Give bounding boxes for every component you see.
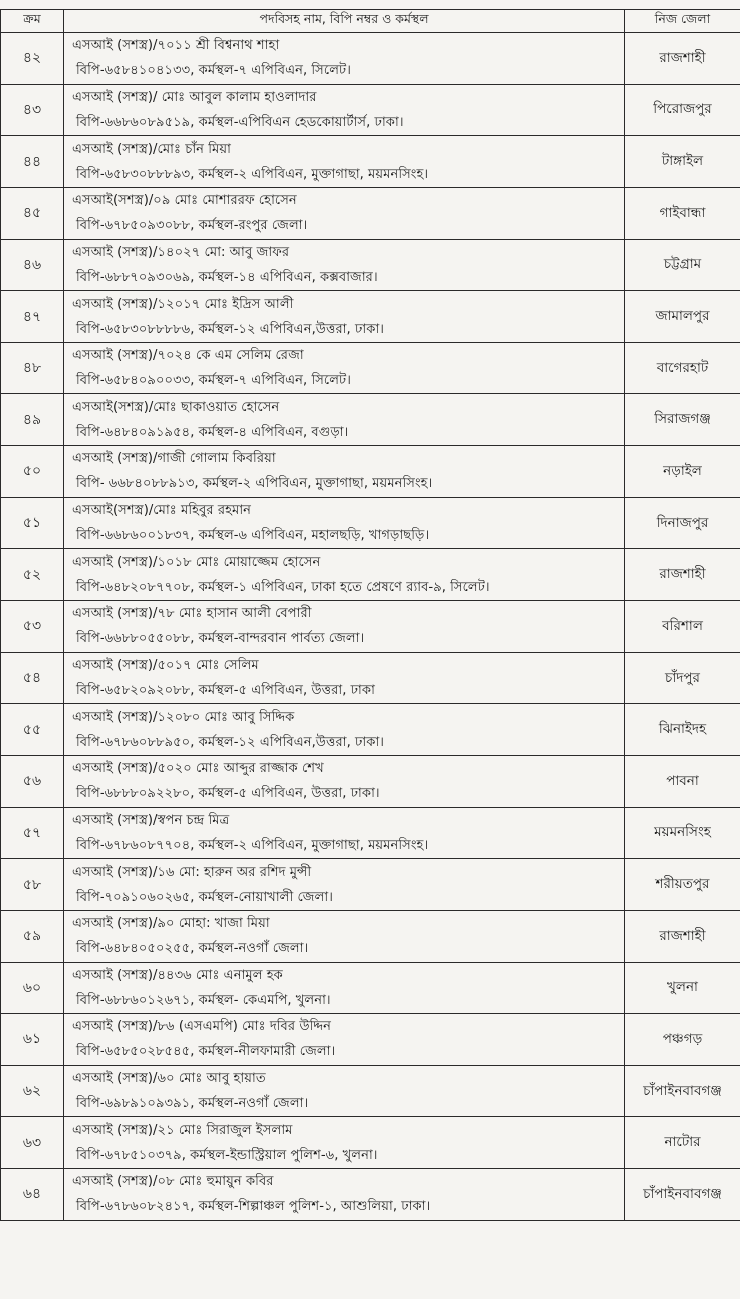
- table-row: [1, 291, 740, 343]
- bp-workplace-line: বিপি-৬৫৮৪০৯০০৩৩, কর্মস্থল-৭ এপিবিএন, সিলেট।: [76, 373, 351, 389]
- district-cell: পঞ্চগড়: [625, 1014, 740, 1066]
- description-cell: [64, 1065, 625, 1117]
- table-row: [1, 136, 740, 188]
- district-cell: রাজশাহী: [625, 33, 740, 85]
- serial-cell: ৬৩: [1, 1117, 64, 1169]
- description-cell: [64, 33, 625, 85]
- table-row: [1, 755, 740, 807]
- serial-cell: ৪৬: [1, 239, 64, 291]
- district-cell: গাইবান্ধা: [625, 187, 740, 239]
- serial-cell: ৪৭: [1, 291, 64, 343]
- district-cell: চাঁদপুর: [625, 652, 740, 704]
- bp-workplace-line: বিপি-৬৪৮২০৮৭৭০৮, কর্মস্থল-১ এপিবিএন, ঢাকা হতে প্রেষণে র‌্যাব-৯, সিলেট।: [76, 579, 490, 595]
- serial-cell: ৫৭: [1, 807, 64, 859]
- district-cell: চট্টগ্রাম: [625, 239, 740, 291]
- district-cell: নাটোর: [625, 1117, 740, 1169]
- district-cell: সিরাজগঞ্জ: [625, 394, 740, 446]
- district-cell: বরিশাল: [625, 601, 740, 653]
- district-cell: শরীয়তপুর: [625, 859, 740, 911]
- rank-name-line: এসআই (সশস্ত্র)/০৮ মোঃ হুমায়ুন কবির: [72, 1174, 274, 1190]
- bp-workplace-line: বিপি-৬৭৮৬০৮৮৯৫০, কর্মস্থল-১২ এপিবিএন,উত্তরা, ঢাকা।: [76, 734, 385, 750]
- description-cell: [64, 394, 625, 446]
- serial-cell: ৫৩: [1, 601, 64, 653]
- district-cell: নড়াইল: [625, 446, 740, 498]
- bp-workplace-line: বিপি-৬৮৮৭০৯৩০৬৯, কর্মস্থল-১৪ এপিবিএন, কক্সবাজার।: [76, 269, 378, 285]
- table-row: [1, 84, 740, 136]
- table-row: [1, 704, 740, 756]
- bp-workplace-line: বিপি-৬৬৮৮০৫৫০৮৮, কর্মস্থল-বান্দরবান পার্বত্য জেলা।: [76, 631, 365, 647]
- rank-name-line: এসআই(সশস্ত্র)/মোঃ মহিবুর রহমান: [72, 503, 252, 519]
- rank-name-line: এসআই(সশস্ত্র)/০৯ মোঃ মোশাররফ হোসেন: [72, 193, 297, 209]
- rank-name-line: এসআই (সশস্ত্র)/৫০২০ মোঃ আব্দুর রাজ্জাক শেখ: [72, 761, 324, 777]
- rank-name-line: এসআই (সশস্ত্র)/৭০২৪ কে এম সেলিম রেজা: [72, 348, 304, 364]
- bp-workplace-line: বিপি-৬৮৮৮০৯২২৮০, কর্মস্থল-৫ এপিবিএন, উত্তরা, ঢাকা।: [76, 786, 380, 802]
- serial-cell: ৪৪: [1, 136, 64, 188]
- rank-name-line: এসআই (সশস্ত্র)/১০১৮ মোঃ মোয়াজ্জেম হোসেন: [72, 554, 321, 570]
- rank-name-line: এসআই (সশস্ত্র)/মোঃ চাঁন মিয়া: [72, 141, 231, 157]
- table-row: [1, 187, 740, 239]
- description-cell: [64, 807, 625, 859]
- bp-workplace-line: বিপি-৬৯৮৯১০৯৩৯১, কর্মস্থল-নওগাঁ জেলা।: [76, 1096, 309, 1112]
- table-row: [1, 962, 740, 1014]
- bp-workplace-line: বিপি-৬৪৮৪০৫০২৫৫, কর্মস্থল-নওগাঁ জেলা।: [76, 941, 309, 957]
- district-cell: পিরোজপুর: [625, 84, 740, 136]
- rank-name-line: এসআই (সশস্ত্র)/১২০১৭ মোঃ ইদ্রিস আলী: [72, 296, 294, 312]
- serial-cell: ৬৪: [1, 1169, 64, 1221]
- table-row: [1, 910, 740, 962]
- rank-name-line: এসআই (সশস্ত্র)/গাজী গোলাম কিবরিয়া: [72, 451, 276, 467]
- serial-cell: ৫৬: [1, 755, 64, 807]
- serial-cell: ৫৪: [1, 652, 64, 704]
- serial-cell: ৫০: [1, 446, 64, 498]
- table-row: [1, 601, 740, 653]
- description-cell: [64, 84, 625, 136]
- serial-cell: ৪২: [1, 33, 64, 85]
- description-cell: [64, 342, 625, 394]
- description-cell: [64, 704, 625, 756]
- bp-workplace-line: বিপি-৬৮৮৬০১২৬৭১, কর্মস্থল- কেএমপি, খুলনা।: [76, 992, 331, 1008]
- description-cell: [64, 497, 625, 549]
- rank-name-line: এসআই (সশস্ত্র)/১৪০২৭ মো: আবু জাফর: [72, 244, 290, 260]
- table-row: [1, 1169, 740, 1221]
- serial-cell: ৪৫: [1, 187, 64, 239]
- bp-workplace-line: বিপি-৬৫৮৪১০৪১৩৩, কর্মস্থল-৭ এপিবিএন, সিলেট।: [76, 63, 351, 79]
- bp-workplace-line: বিপি-৬৫৮৩০৮৮৮৯৩, কর্মস্থল-২ এপিবিএন, মুক্তাগাছা, ময়মনসিংহ।: [76, 166, 429, 182]
- serial-cell: ৪৩: [1, 84, 64, 136]
- description-cell: [64, 962, 625, 1014]
- bp-workplace-line: বিপি-৬৭৮৫১০৩৭৯, কর্মস্থল-ইন্ডাস্ট্রিয়াল পুলিশ-৬, খুলনা।: [76, 1147, 378, 1163]
- serial-cell: ৪৯: [1, 394, 64, 446]
- district-cell: রাজশাহী: [625, 549, 740, 601]
- description-cell: [64, 652, 625, 704]
- bp-workplace-line: বিপি-৭০৯১০৬০২৬৫, কর্মস্থল-নোয়াখালী জেলা।: [76, 889, 333, 905]
- rank-name-line: এসআই (সশস্ত্র)/৭৮ মোঃ হাসান আলী বেপারী: [72, 606, 312, 622]
- description-cell: [64, 446, 625, 498]
- table-row: [1, 807, 740, 859]
- district-cell: চাঁপাইনবাবগঞ্জ: [625, 1065, 740, 1117]
- district-cell: পাবনা: [625, 755, 740, 807]
- description-cell: [64, 1014, 625, 1066]
- table-row: [1, 394, 740, 446]
- rank-name-line: এসআই (সশস্ত্র)/৯০ মোহা: খাজা মিয়া: [72, 916, 270, 932]
- serial-cell: ৫৫: [1, 704, 64, 756]
- bp-workplace-line: বিপি-৬৬৮৬০৮৯৫১৯, কর্মস্থল-এপিবিএন হেডকোয়ার্টার্স, ঢাকা।: [76, 114, 404, 130]
- serial-cell: ৪৮: [1, 342, 64, 394]
- table-header: [1, 10, 740, 33]
- header-description: পদবিসহ নাম, বিপি নম্বর ও কর্মস্থল: [64, 10, 625, 33]
- description-cell: [64, 187, 625, 239]
- bp-workplace-line: বিপি-৬৫৮৩০৮৮৮৮৬, কর্মস্থল-১২ এপিবিএন,উত্তরা, ঢাকা।: [76, 321, 384, 337]
- table-body: [1, 33, 740, 1221]
- bp-workplace-line: বিপি-৬৬৮৬০০১৮৩৭, কর্মস্থল-৬ এপিবিএন, মহালছড়ি, খাগড়াছড়ি।: [76, 528, 430, 544]
- rank-name-line: এসআই (সশস্ত্র)/স্বপন চন্দ্র মিত্র: [72, 812, 230, 828]
- bp-workplace-line: বিপি-৬৭৮৬০৮৭৭০৪, কর্মস্থল-২ এপিবিএন, মুক্তাগাছা, ময়মনসিংহ।: [76, 837, 429, 853]
- table-row: [1, 1117, 740, 1169]
- bp-workplace-line: বিপি-৬৫৮৫০২৮৫৪৫, কর্মস্থল-নীলফামারী জেলা।: [76, 1044, 336, 1060]
- bp-workplace-line: বিপি-৬৫৮২০৯২০৮৮, কর্মস্থল-৫ এপিবিএন, উত্তরা, ঢাকা: [76, 683, 375, 698]
- rank-name-line: এসআই(সশস্ত্র)/মোঃ ছাকাওয়াত হোসেন: [72, 399, 280, 415]
- serial-cell: ৫২: [1, 549, 64, 601]
- description-cell: [64, 136, 625, 188]
- table-row: [1, 342, 740, 394]
- description-cell: [64, 549, 625, 601]
- table-row: [1, 1014, 740, 1066]
- description-cell: [64, 1169, 625, 1221]
- district-cell: টাঙ্গাইল: [625, 136, 740, 188]
- table-row: [1, 497, 740, 549]
- rank-name-line: এসআই (সশস্ত্র)/৬০ মোঃ আবু হায়াত: [72, 1071, 266, 1087]
- serial-cell: ৬১: [1, 1014, 64, 1066]
- serial-cell: ৬২: [1, 1065, 64, 1117]
- description-cell: [64, 1117, 625, 1169]
- description-cell: [64, 239, 625, 291]
- description-cell: [64, 910, 625, 962]
- rank-name-line: এসআই (সশস্ত্র)/৭০১১ শ্রী বিশ্বনাথ শাহা: [72, 38, 280, 54]
- district-cell: বাগেরহাট: [625, 342, 740, 394]
- description-cell: [64, 291, 625, 343]
- rank-name-line: এসআই (সশস্ত্র)/৮৬ (এসএমপি) মোঃ দবির উদ্দিন: [72, 1019, 332, 1035]
- header-row: [1, 10, 740, 33]
- rank-name-line: এসআই (সশস্ত্র)/৪৪৩৬ মোঃ এনামুল হক: [72, 967, 283, 983]
- table-row: [1, 1065, 740, 1117]
- serial-cell: ৫৮: [1, 859, 64, 911]
- rank-name-line: এসআই (সশস্ত্র)/৫০১৭ মোঃ সেলিম: [72, 658, 259, 673]
- district-cell: ময়মনসিংহ: [625, 807, 740, 859]
- district-cell: ঝিনাইদহ: [625, 704, 740, 756]
- bp-workplace-line: বিপি-৬৭৮৬০৮২৪১৭, কর্মস্থল-শিল্পাঞ্চল পুলিশ-১, আশুলিয়া, ঢাকা।: [76, 1199, 431, 1215]
- table-row: [1, 652, 740, 704]
- table-row: [1, 33, 740, 85]
- table-row: [1, 859, 740, 911]
- table-row: [1, 446, 740, 498]
- bp-workplace-line: বিপি-৬৭৮৫০৯৩০৮৮, কর্মস্থল-রংপুর জেলা।: [76, 218, 308, 234]
- rank-name-line: এসআই (সশস্ত্র)/ মোঃ আবুল কালাম হাওলাদার: [72, 89, 317, 105]
- description-cell: [64, 755, 625, 807]
- serial-cell: ৬০: [1, 962, 64, 1014]
- serial-cell: ৫১: [1, 497, 64, 549]
- district-cell: রাজশাহী: [625, 910, 740, 962]
- description-cell: [64, 859, 625, 911]
- rank-name-line: এসআই (সশস্ত্র)/১২০৮০ মোঃ আবু সিদ্দিক: [72, 709, 295, 725]
- bp-workplace-line: বিপি- ৬৬৮৪০৮৮৯১৩, কর্মস্থল-২ এপিবিএন, মুক্তাগাছা, ময়মনসিংহ।: [76, 476, 433, 492]
- rank-name-line: এসআই (সশস্ত্র)/১৬ মো: হারুন অর রশিদ মুন্সী: [72, 864, 312, 880]
- rank-name-line: এসআই (সশস্ত্র)/২১ মোঃ সিরাজুল ইসলাম: [72, 1122, 293, 1138]
- district-cell: দিনাজপুর: [625, 497, 740, 549]
- header-district: নিজ জেলা: [625, 10, 740, 33]
- district-cell: চাঁপাইনবাবগঞ্জ: [625, 1169, 740, 1221]
- district-cell: জামালপুর: [625, 291, 740, 343]
- personnel-table: [0, 9, 740, 1221]
- table-row: [1, 549, 740, 601]
- table-row: [1, 239, 740, 291]
- header-serial: ক্রম: [1, 10, 64, 33]
- description-cell: [64, 601, 625, 653]
- district-cell: খুলনা: [625, 962, 740, 1014]
- serial-cell: ৫৯: [1, 910, 64, 962]
- bp-workplace-line: বিপি-৬৪৮৪০৯১৯৫৪, কর্মস্থল-৪ এপিবিএন, বগুড়া।: [76, 424, 349, 440]
